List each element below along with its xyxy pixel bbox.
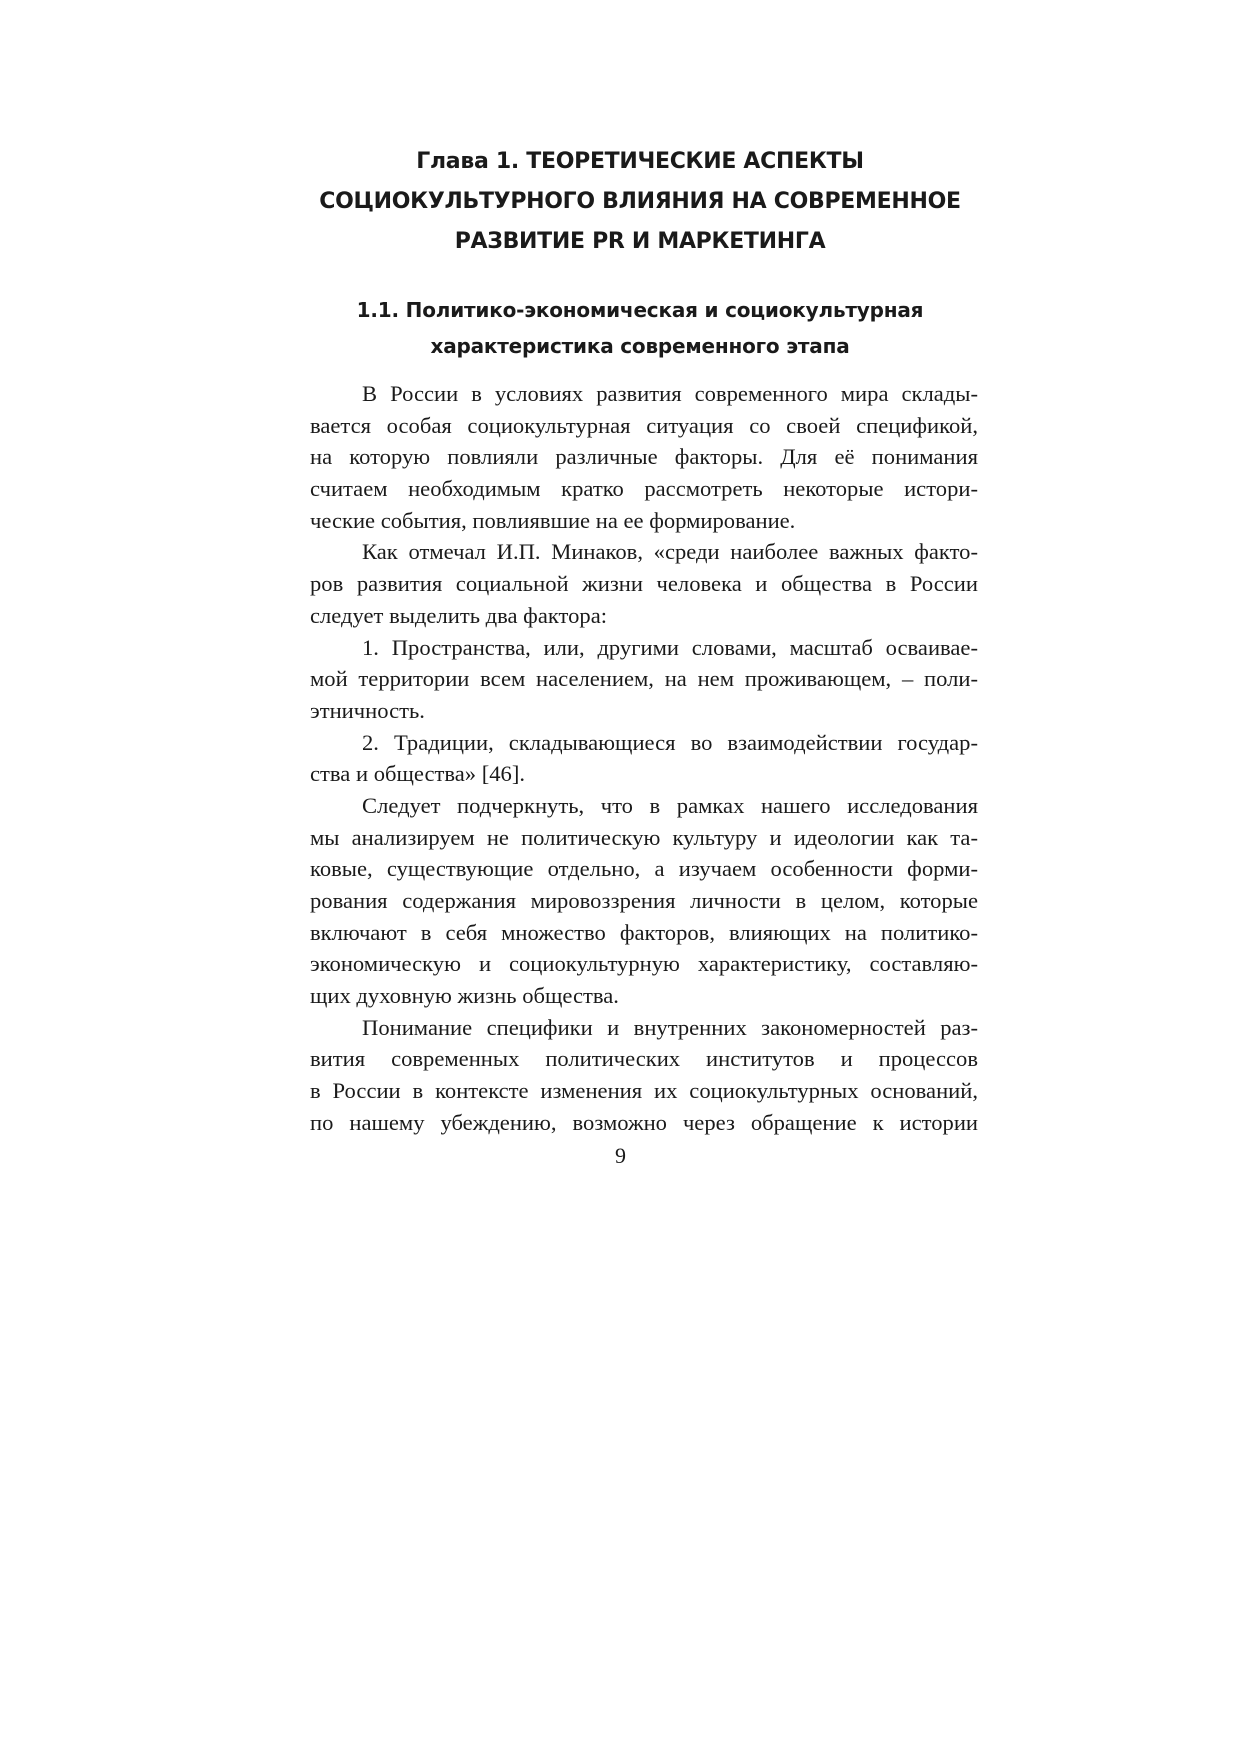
text-line: считаем необходимым кратко рассмотреть некоторые истори- (310, 476, 978, 502)
paragraph (310, 790, 978, 1012)
text-line: в России в контексте изменения их социокультурных оснований, (310, 1078, 978, 1104)
text-line: включают в себя множество факторов, влияющих на политико- (310, 919, 978, 945)
text-line: Как отмечал И.П. Минаков, «среди наиболее важных факто- (362, 539, 978, 565)
text-line: на которую повлияли различные факторы. Для её понимания (310, 444, 978, 470)
text-line: В России в условиях развития современного мира склады- (362, 381, 978, 406)
chapter-title-line: Глава 1. ТЕОРЕТИЧЕСКИЕ АСПЕКТЫ (416, 149, 864, 174)
text-line: ров развития социальной жизни человека и общества в России (310, 571, 978, 597)
paragraph (310, 536, 978, 631)
section-title-line: 1.1. Политико-экономическая и социокультурная (356, 298, 924, 322)
section-title-line: характеристика современного этапа (430, 334, 850, 358)
page-number: 9 (615, 1143, 626, 1168)
text-line: по нашему убеждению, возможно через обращение к истории (310, 1109, 978, 1135)
text-line: щих духовную жизнь общества. (310, 983, 619, 1009)
text-line: 1. Пространства, или, другими словами, масштаб осваивае- (362, 634, 978, 660)
text-line: мы анализируем не политическую культуру и идеологии как та- (310, 824, 978, 850)
paragraph (310, 727, 978, 790)
text-line: вития современных политических институтов и процессов (310, 1046, 978, 1072)
section-title (300, 292, 980, 364)
text-line: рования содержания мировоззрения личности в целом, которые (310, 888, 978, 913)
text-line: мой территории всем населением, на нем проживающем, – поли- (310, 666, 978, 692)
text-line: следует выделить два фактора: (310, 602, 608, 628)
text-line: экономическую и социокультурную характеристику, составляю- (310, 951, 978, 977)
paragraph (310, 632, 978, 727)
chapter-title-line: РАЗВИТИЕ PR И МАРКЕТИНГА (454, 229, 826, 254)
paragraph (310, 378, 978, 536)
text-line: 2. Традиции, складывающиеся во взаимодействии государ- (362, 729, 978, 755)
text-line: Следует подчеркнуть, что в рамках нашего исследования (362, 792, 978, 818)
text-line: этничность. (310, 697, 425, 723)
text-line: Понимание специфики и внутренних закономерностей раз- (362, 1014, 978, 1040)
chapter-title-line: СОЦИОКУЛЬТУРНОГО ВЛИЯНИЯ НА СОВРЕМЕННОЕ (319, 189, 961, 214)
text-line: ства и общества» [46]. (310, 761, 526, 787)
paragraph (310, 1012, 978, 1139)
text-line: вается особая социокультурная ситуация со своей спецификой, (310, 412, 978, 438)
text-line: ческие события, повлиявшие на ее формирование. (310, 507, 796, 533)
body-text (310, 378, 978, 1139)
text-line: ковые, существующие отдельно, а изучаем особенности форми- (310, 856, 978, 882)
chapter-title (300, 142, 980, 262)
